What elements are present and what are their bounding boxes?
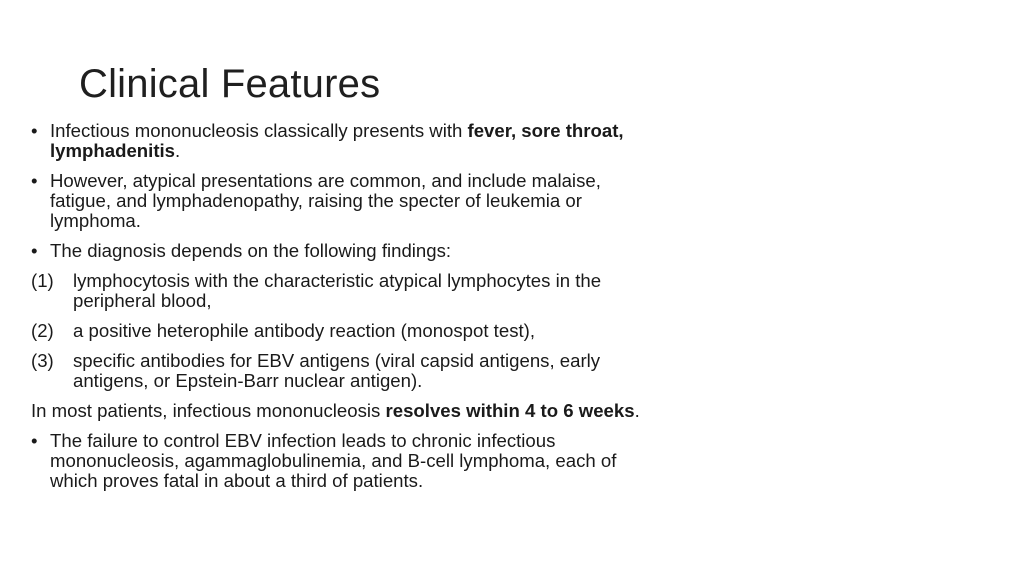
bullet-item-presentation	[31, 121, 641, 161]
bullet-text: The failure to control EBV infection leads to chronic infectious mononucleosis, agammaglobulinemia, and B-cell lymphoma, each of which proves fatal in about a third of patients.	[50, 430, 617, 491]
bullet-bold-text: fever, sore throat, lymphadenitis	[50, 120, 624, 161]
paragraph-resolution	[31, 401, 641, 421]
bullet-item-atypical	[31, 171, 641, 231]
bullet-marker: •	[31, 170, 38, 191]
bullet-marker: •	[31, 430, 38, 451]
bullet-text-end: .	[175, 140, 181, 161]
numbered-text: a positive heterophile antibody reaction (monospot test),	[73, 320, 536, 341]
numbered-item-3	[31, 351, 641, 391]
bullet-marker: •	[31, 240, 38, 261]
numbered-text: specific antibodies for EBV antigens (viral capsid antigens, early antigens, or Epstein-Barr nuclear antigen).	[73, 350, 601, 391]
numbered-item-1	[31, 271, 641, 311]
bullet-text: The diagnosis depends on the following findings:	[50, 240, 452, 261]
bullet-item-diagnosis	[31, 241, 641, 261]
slide-title: Clinical Features	[79, 62, 381, 106]
paragraph-text-end: .	[634, 400, 640, 421]
slide-body	[31, 121, 641, 501]
numbered-item-2	[31, 321, 641, 341]
bullet-marker: •	[31, 120, 38, 141]
paragraph-text: In most patients, infectious mononucleosis	[31, 400, 386, 421]
number-marker: (3)	[31, 350, 54, 371]
paragraph-bold-text: resolves within 4 to 6 weeks	[385, 400, 635, 421]
number-marker: (2)	[31, 320, 54, 341]
bullet-text: However, atypical presentations are common, and include malaise, fatigue, and lymphadenopathy, raising the specter of leukemia or lymphoma.	[50, 170, 601, 231]
numbered-text: lymphocytosis with the characteristic atypical lymphocytes in the peripheral blood,	[73, 270, 602, 311]
bullet-item-failure	[31, 431, 641, 491]
number-marker: (1)	[31, 270, 54, 291]
bullet-text: Infectious mononucleosis classically presents with	[50, 120, 468, 141]
